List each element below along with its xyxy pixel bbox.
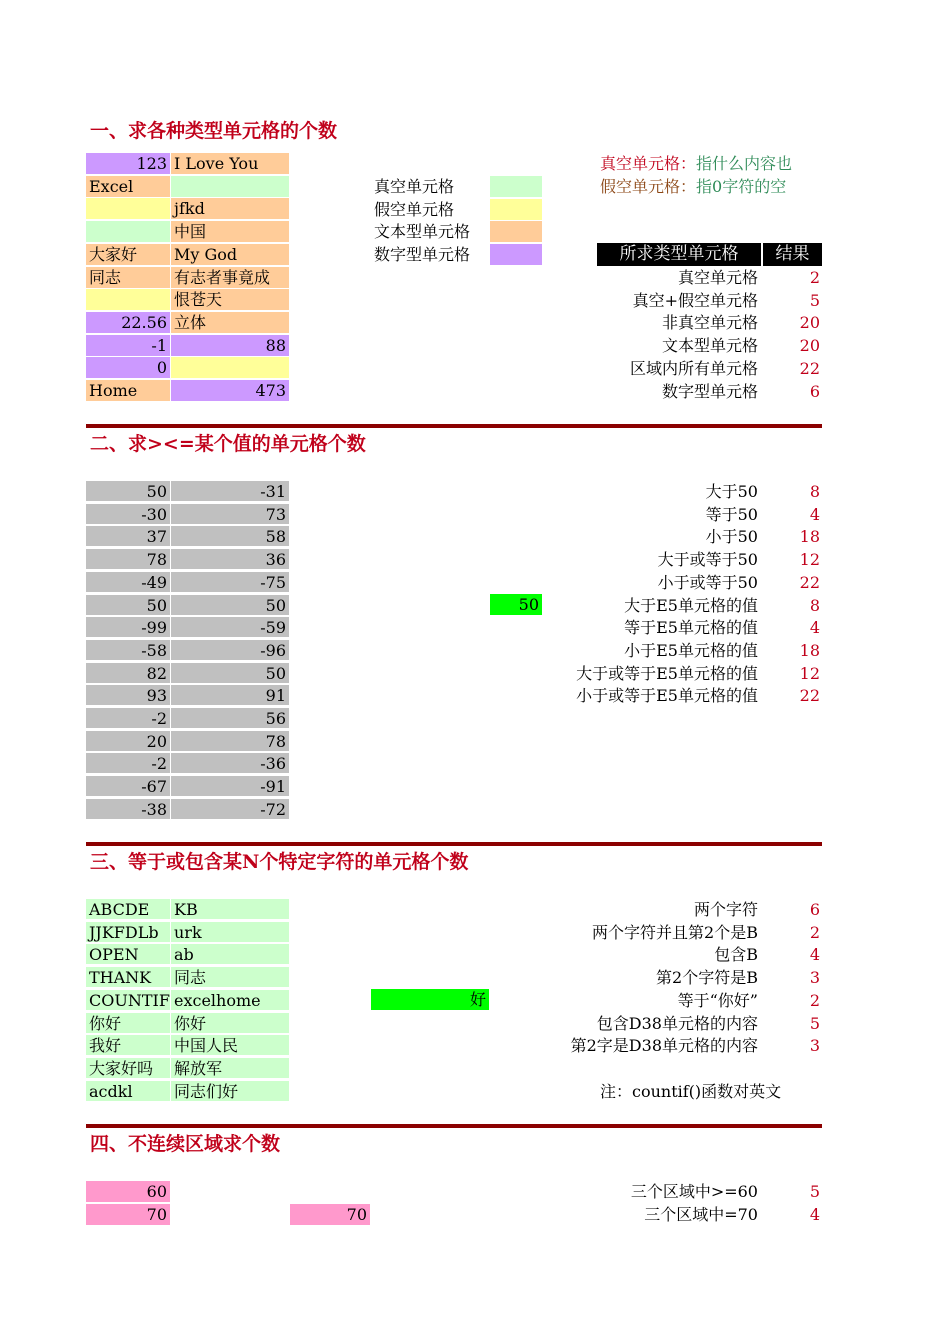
- result-header-type: 所求类型单元格: [597, 243, 761, 266]
- result-label: 三个区域中>=60: [630, 1182, 758, 1201]
- type-cell[interactable]: 22.56: [86, 312, 170, 333]
- result-label: 文本型单元格: [661, 336, 758, 356]
- text-cell[interactable]: ABCDE: [86, 899, 170, 920]
- text-cell[interactable]: 同志: [171, 967, 289, 988]
- section4-title: 四、不连续区域求个数: [90, 1133, 281, 1155]
- number-cell[interactable]: 78: [86, 549, 170, 570]
- type-cell[interactable]: Home: [86, 380, 170, 401]
- number-cell[interactable]: 50: [86, 595, 170, 616]
- type-cell[interactable]: [86, 198, 170, 219]
- text-cell[interactable]: 你好: [86, 1013, 170, 1034]
- text-cell[interactable]: 同志们好: [171, 1081, 289, 1102]
- number-cell[interactable]: -58: [86, 640, 170, 661]
- result-value: 18: [799, 527, 820, 547]
- legend-swatch: [490, 176, 542, 197]
- legend-swatch: [490, 244, 542, 265]
- number-cell[interactable]: -31: [171, 481, 289, 502]
- type-cell[interactable]: jfkd: [171, 198, 289, 219]
- text-cell[interactable]: urk: [171, 922, 289, 943]
- number-cell[interactable]: 56: [171, 708, 289, 729]
- result-label: 第2字是D38单元格的内容: [570, 1036, 758, 1056]
- result-value: 22: [799, 572, 820, 592]
- text-cell[interactable]: KB: [171, 899, 289, 920]
- result-value: 2: [809, 922, 820, 942]
- number-cell[interactable]: -67: [86, 776, 170, 797]
- type-cell[interactable]: Excel: [86, 176, 170, 197]
- result-value: 12: [799, 663, 820, 683]
- text-cell[interactable]: 你好: [171, 1013, 289, 1034]
- result-value: 5: [809, 290, 820, 310]
- type-cell[interactable]: 同志: [86, 267, 170, 288]
- legend-label: 假空单元格: [374, 199, 455, 219]
- text-cell[interactable]: COUNTIF: [86, 990, 170, 1011]
- result-label: 大于或等于E5单元格的值: [576, 663, 758, 683]
- number-cell[interactable]: -2: [86, 753, 170, 774]
- type-cell[interactable]: 立体: [171, 312, 289, 333]
- result-label: 等于E5单元格的值: [624, 618, 758, 638]
- type-cell[interactable]: 0: [86, 357, 170, 378]
- text-cell[interactable]: 解放军: [171, 1058, 289, 1079]
- result-label: 小于50: [705, 527, 758, 547]
- note-true-empty: 真空单元格：指什么内容也: [600, 154, 793, 173]
- number-cell[interactable]: -59: [171, 617, 289, 638]
- type-cell[interactable]: I Love You: [171, 153, 289, 174]
- result-label: 小于或等于50: [657, 572, 758, 592]
- number-cell[interactable]: -75: [171, 572, 289, 593]
- text-cell[interactable]: JJKFDLb: [86, 922, 170, 943]
- text-cell[interactable]: 大家好吗: [86, 1058, 170, 1079]
- note-false-empty: 假空单元格：指0字符的空: [600, 177, 787, 196]
- countif-note: 注：countif()函数对英文: [600, 1082, 782, 1101]
- type-cell[interactable]: [171, 357, 289, 378]
- type-cell[interactable]: My God: [171, 244, 289, 265]
- legend-swatch: [490, 221, 542, 242]
- number-cell[interactable]: -96: [171, 640, 289, 661]
- result-value: 4: [809, 618, 820, 638]
- result-value: 6: [809, 900, 820, 919]
- result-value: 2: [809, 268, 820, 287]
- number-cell[interactable]: 37: [86, 526, 170, 547]
- number-cell[interactable]: 20: [86, 731, 170, 752]
- result-label: 真空单元格: [677, 268, 758, 287]
- range-cell[interactable]: 60: [86, 1181, 170, 1202]
- section-divider: [86, 842, 822, 846]
- type-cell[interactable]: 473: [171, 380, 289, 401]
- type-cell[interactable]: 恨苍天: [171, 289, 289, 310]
- result-value: 20: [799, 336, 820, 356]
- result-label: 包含B: [714, 945, 758, 965]
- type-cell[interactable]: 88: [171, 335, 289, 356]
- d38-value-cell[interactable]: 好: [371, 989, 489, 1010]
- type-cell[interactable]: [86, 289, 170, 310]
- result-label: 小于E5单元格的值: [624, 640, 758, 660]
- result-value: 4: [809, 945, 820, 965]
- number-cell[interactable]: -49: [86, 572, 170, 593]
- number-cell[interactable]: 91: [171, 685, 289, 706]
- result-label: 非真空单元格: [661, 313, 758, 333]
- result-value: 5: [809, 1182, 820, 1201]
- result-header-result: 结果: [763, 243, 822, 266]
- type-cell[interactable]: 123: [86, 153, 170, 174]
- number-cell[interactable]: 78: [171, 731, 289, 752]
- result-value: 18: [799, 640, 820, 660]
- result-value: 12: [799, 550, 820, 570]
- type-cell[interactable]: 有志者事竟成: [171, 267, 289, 288]
- result-label: 数字型单元格: [661, 381, 758, 401]
- result-value: 3: [809, 968, 820, 988]
- type-cell[interactable]: 中国: [171, 221, 289, 242]
- result-value: 20: [799, 313, 820, 333]
- text-cell[interactable]: excelhome: [171, 990, 289, 1011]
- result-value: 22: [799, 358, 820, 378]
- text-cell[interactable]: ab: [171, 944, 289, 965]
- legend-label: 文本型单元格: [374, 222, 471, 242]
- result-value: 8: [809, 595, 820, 615]
- number-cell[interactable]: 82: [86, 663, 170, 684]
- range-cell[interactable]: 70: [86, 1204, 170, 1225]
- legend-label: 数字型单元格: [374, 245, 471, 265]
- section-divider: [86, 424, 822, 428]
- number-cell[interactable]: -2: [86, 708, 170, 729]
- section1-title: 一、求各种类型单元格的个数: [90, 120, 338, 142]
- result-value: 3: [809, 1036, 820, 1056]
- result-value: 4: [809, 1204, 820, 1224]
- section2-title: 二、求><=某个值的单元格个数: [90, 433, 366, 455]
- number-cell[interactable]: -38: [86, 799, 170, 820]
- number-cell[interactable]: -36: [171, 753, 289, 774]
- text-cell[interactable]: OPEN: [86, 944, 170, 965]
- range-cell[interactable]: 70: [290, 1204, 370, 1225]
- result-value: 2: [809, 990, 820, 1010]
- number-cell[interactable]: 73: [171, 504, 289, 525]
- section3-title: 三、等于或包含某N个特定字符的单元格个数: [90, 851, 469, 873]
- number-cell[interactable]: 50: [171, 663, 289, 684]
- result-label: 真空+假空单元格: [632, 290, 758, 310]
- result-label: 包含D38单元格的内容: [596, 1013, 758, 1033]
- type-cell[interactable]: 大家好: [86, 244, 170, 265]
- section-divider: [86, 1124, 822, 1128]
- result-value: 4: [809, 504, 820, 524]
- number-cell[interactable]: -72: [171, 799, 289, 820]
- number-cell[interactable]: 93: [86, 685, 170, 706]
- text-cell[interactable]: 我好: [86, 1035, 170, 1056]
- result-label: 大于50: [705, 482, 758, 501]
- text-cell[interactable]: THANK: [86, 967, 170, 988]
- result-label: 三个区域中=70: [644, 1204, 758, 1224]
- text-cell[interactable]: acdkl: [86, 1081, 170, 1102]
- e5-value-cell[interactable]: 50: [490, 594, 542, 615]
- result-value: 6: [809, 381, 820, 401]
- result-label: 区域内所有单元格: [629, 358, 758, 378]
- number-cell[interactable]: 50: [86, 481, 170, 502]
- number-cell[interactable]: 36: [171, 549, 289, 570]
- result-label: 大于E5单元格的值: [624, 595, 758, 615]
- result-label: 等于“你好”: [677, 990, 758, 1010]
- result-value: 5: [809, 1013, 820, 1033]
- result-value: 8: [809, 482, 820, 501]
- number-cell[interactable]: -91: [171, 776, 289, 797]
- number-cell[interactable]: 50: [171, 595, 289, 616]
- result-label: 两个字符: [693, 900, 758, 919]
- type-cell[interactable]: -1: [86, 335, 170, 356]
- number-cell[interactable]: -30: [86, 504, 170, 525]
- text-cell[interactable]: 中国人民: [171, 1035, 289, 1056]
- result-label: 小于或等于E5单元格的值: [576, 686, 758, 706]
- number-cell[interactable]: -99: [86, 617, 170, 638]
- legend-label: 真空单元格: [374, 177, 455, 196]
- result-label: 第2个字符是B: [656, 968, 758, 988]
- result-value: 22: [799, 686, 820, 706]
- number-cell[interactable]: 58: [171, 526, 289, 547]
- result-label: 大于或等于50: [657, 550, 758, 570]
- type-cell[interactable]: [86, 221, 170, 242]
- type-cell[interactable]: [171, 176, 289, 197]
- result-label: 两个字符并且第2个是B: [592, 922, 758, 942]
- result-label: 等于50: [705, 504, 758, 524]
- legend-swatch: [490, 199, 542, 220]
